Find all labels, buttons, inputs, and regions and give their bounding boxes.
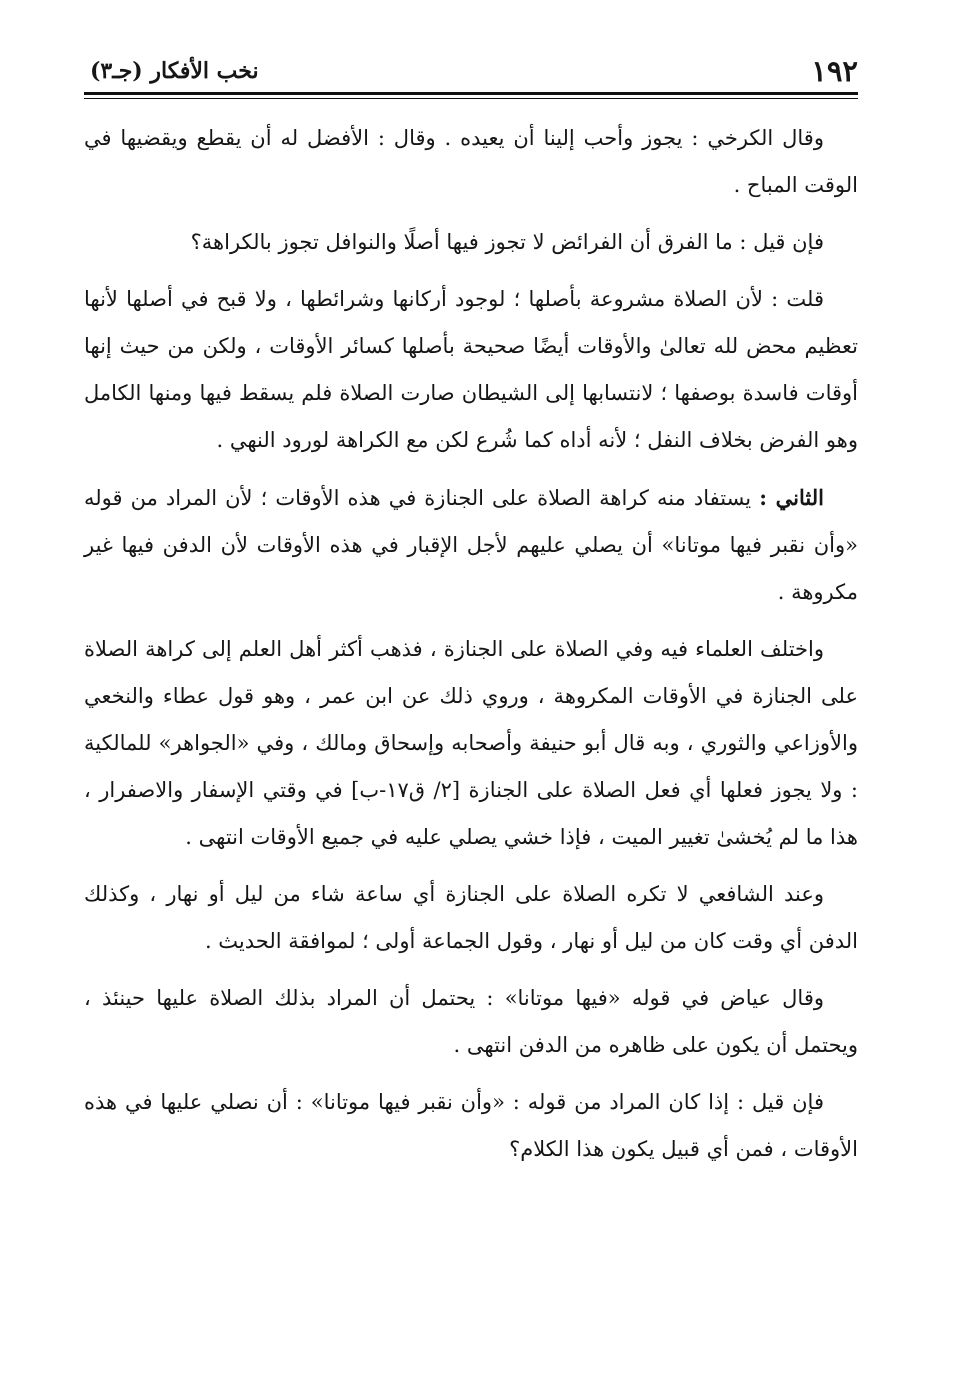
paragraph-scholars: واختلف العلماء فيه وفي الصلاة على الجنازة ، فذهب أكثر أهل العلم إلى كراهة الصلاة على الجنازة في الأوقات المكروهة ، وروي ذلك عن ابن عمر ، وهو قول عطاء والنخعي والأوزاعي والثوري ، وبه قال أبو حنيفة وأصحابه وإسحاق ومالك ، وفي «الجواهر» للمالكية : ولا يجوز فعلها أي فعل الصلاة على الجنازة [٢/ ق١٧-ب] في وقتي الإسفار والاصفرار ، هذا ما لم يُخشىٰ تغيير الميت ، فإذا خشي يصلي عليه في جميع الأوقات انتهى . bbox=[84, 637, 858, 849]
paragraph-iyad: وقال عياض في قوله «فيها موتانا» : يحتمل أن المراد بذلك الصلاة عليها حينئذ ، ويحتمل أن يكون على ظاهره من الدفن انتهى . bbox=[84, 986, 858, 1057]
page-header bbox=[84, 50, 858, 86]
paragraph-final-question: فإن قيل : إذا كان المراد من قوله : «وأن نقبر فيها موتانا» : أن نصلي عليها في هذه الأوقات ، فمن أي قبيل يكون هذا الكلام؟ bbox=[84, 1090, 858, 1161]
paragraph-karkhi: وقال الكرخي : يجوز وأحب إلينا أن يعيده . وقال : الأفضل له أن يقطع ويقضيها في الوقت المباح . bbox=[84, 126, 858, 197]
header-rule-thin bbox=[84, 98, 858, 99]
paragraph-shafii: وعند الشافعي لا تكره الصلاة على الجنازة أي ساعة شاء من ليل أو نهار ، وكذلك الدفن أي وقت كان من ليل أو نهار ، وقول الجماعة أولى ؛ لموافقة الحديث . bbox=[84, 882, 858, 953]
paragraph-answer: قلت : لأن الصلاة مشروعة بأصلها ؛ لوجود أركانها وشرائطها ، ولا قبح في أصلها لأنها تعظيم محض لله تعالىٰ والأوقات أيضًا صحيحة بأصلها كسائر الأوقات ، ولكن من حيث إنها أوقات فاسدة بوصفها ؛ لانتسابها إلى الشيطان صارت الصلاة فلم يسقط فيها ومنها الكامل وهو الفرض بخلاف النفل ؛ لأنه أداه كما شُرع لكن مع الكراهة لورود النهي . bbox=[84, 287, 858, 452]
page-body bbox=[84, 115, 858, 1173]
page-number: ١٩٢ bbox=[811, 54, 858, 88]
running-title: نخب الأفكار (جـ٣) bbox=[90, 58, 259, 84]
paragraph-lead-word: الثاني : bbox=[759, 485, 824, 510]
paragraph-second-point bbox=[84, 474, 858, 616]
paragraph-second-point-text: يستفاد منه كراهة الصلاة على الجنازة في هذه الأوقات ؛ لأن المراد من قوله «وأن نقبر فيها موتانا» أن يصلي عليهم لأجل الإقبار في هذه الأوقات لأن الدفن فيها غير مكروهة . bbox=[84, 486, 858, 604]
paragraph-question: فإن قيل : ما الفرق أن الفرائض لا تجوز فيها أصلًا والنوافل تجوز بالكراهة؟ bbox=[190, 230, 824, 254]
book-page bbox=[84, 50, 858, 1183]
header-rule-thick bbox=[84, 92, 858, 95]
